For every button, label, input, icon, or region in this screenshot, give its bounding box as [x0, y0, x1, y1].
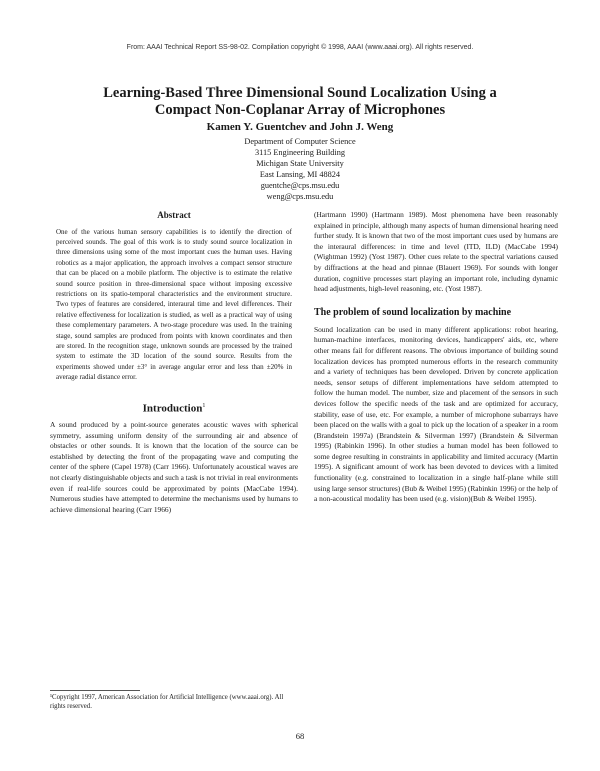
affiliation: [40, 136, 560, 202]
affiliation-line: East Lansing, MI 48824: [259, 170, 341, 179]
email: guentche@cps.msu.edu: [260, 181, 340, 190]
footnote: [50, 690, 298, 711]
footnote-mark: 1: [202, 402, 206, 409]
footnote-text: ¹Copyright 1997, American Association for Artificial Intelligence (www.aaai.org). All rights reserved.: [50, 694, 284, 710]
right-column: [314, 210, 558, 505]
affiliation-line: 3115 Engineering Building: [254, 148, 346, 157]
abstract-heading: Abstract: [157, 210, 191, 220]
introduction-heading: [50, 401, 298, 414]
paper-title: [40, 85, 560, 119]
page-number: 68: [295, 731, 305, 741]
continuation-paragraph: (Hartmann 1990) (Hartmann 1989). Most phenomena have been reasonably explained in principle, although many aspects of human dimensional hearing need further study. It is known that two of the most important cues used by humans are the interaural differences: in time and level (ITD, ILD) (MacCabe 1994) (Wightman 1992) (Yost 1987). Other cues relate to the spectral variations caused by diffractions at the head and pinnae (Blauert 1969). For sounds with longer duration, cognitive processes start playing an important role, including dynamic head adjustments, high-level reasoning, etc. (Yost 1987).: [314, 210, 558, 294]
section-body: Sound localization can be used in many different applications: robot hearing, human-machine interfaces, monitoring devices, handicappers' aids, etc, where other means fail for different reasons. The obvious importance of building sound localization devices has prompted numerous efforts in the research community and a variety of techniques has been developed. Driven by concrete application needs, sensor setups of different implementations have seldom attempted to follow the human model. The number, size and placement of the sensors in such devices follow the specific needs of the task and are optimized for accuracy, stability, ease of use, etc. For example, a number of microphone subarrays have been placed on the walls with a goal to pick up the location of a speaker in a room (Brandstein 1997a) (Brandstein & Silverman 1997) (Brandstein & Silverman 1995) (Rabinkin 1996). In other studies a human model has been followed to some degree resulting in constraints in applicability and limited accuracy (Martin 1995). A significant amount of work has been devoted to devices with a limited functionality (e.g. constrained to localization in a single half-plane while still using large sensor structures) (Bub & Weibel 1995) (Rabinkin 1996) or the help of a non-acoustical modality has been used (e.g. vision)(Bub & Weibel 1995).: [314, 324, 559, 504]
introduction-heading-text: Introduction: [142, 402, 203, 415]
left-column: [50, 210, 298, 515]
section-heading: The problem of sound localization by machine: [314, 306, 512, 318]
affiliation-line: Department of Computer Science: [244, 137, 356, 146]
introduction-body: A sound produced by a point-source generates acoustic waves with spherical symmetry, assuming uniform density of the surrounding air and absence of obstacles or other sounds. It is known that the location of the source can be established by detecting the front of the propagating wave and computing the center of the sphere (Capel 1978) (Carr 1966). Unfortunately acoustical waves are not clearly distinguishable objects and such a task is not trivial in real environments even if real-life sources could be approximated by points (MacCabe 1994). Numerous studies have attempted to determine the mechanisms used by humans to achieve dimensional hearing (Carr 1966): [50, 419, 298, 514]
email: weng@cps.msu.edu: [266, 192, 334, 201]
copyright-header: From: AAAI Technical Report SS-98-02. Compilation copyright © 1998, AAAI (www.aaai.org). All rights reserved.: [126, 44, 474, 51]
abstract-body: One of the various human sensory capabilities is to identify the direction of perceived sounds. The goal of this work is to study sound source localization in three dimensions using some of the most important cues the human uses. Having robotics as a major application, the approach involves a compact sensor structure that can be placed on a mobile platform. The objective is to estimate the relative sound source position in three-dimensional space without imposing excessive restrictions on its spatio-temporal characteristics and the environment structure. Two types of features are considered, interaural time and level differences. Their relative effectiveness for localization is studied, as well as a practical way of using these complementary parameters. A two-stage procedure was used. In the training stage, sound samples are produced from points with known coordinates and then are stored. In the recognition stage, unknown sounds are processed by the trained system to estimate the 3D location of the sound source. Results from the experiments showed under ±3° in average angular error and less than ±20% in average radial distance error.: [56, 227, 292, 382]
title-line-2: Compact Non-Coplanar Array of Microphones: [154, 102, 446, 118]
title-line-1: Learning-Based Three Dimensional Sound Localization Using a: [103, 85, 497, 101]
authors: Kamen Y. Guentchev and John J. Weng: [206, 121, 394, 133]
footnote-rule: [50, 690, 140, 691]
affiliation-line: Michigan State University: [256, 159, 344, 168]
